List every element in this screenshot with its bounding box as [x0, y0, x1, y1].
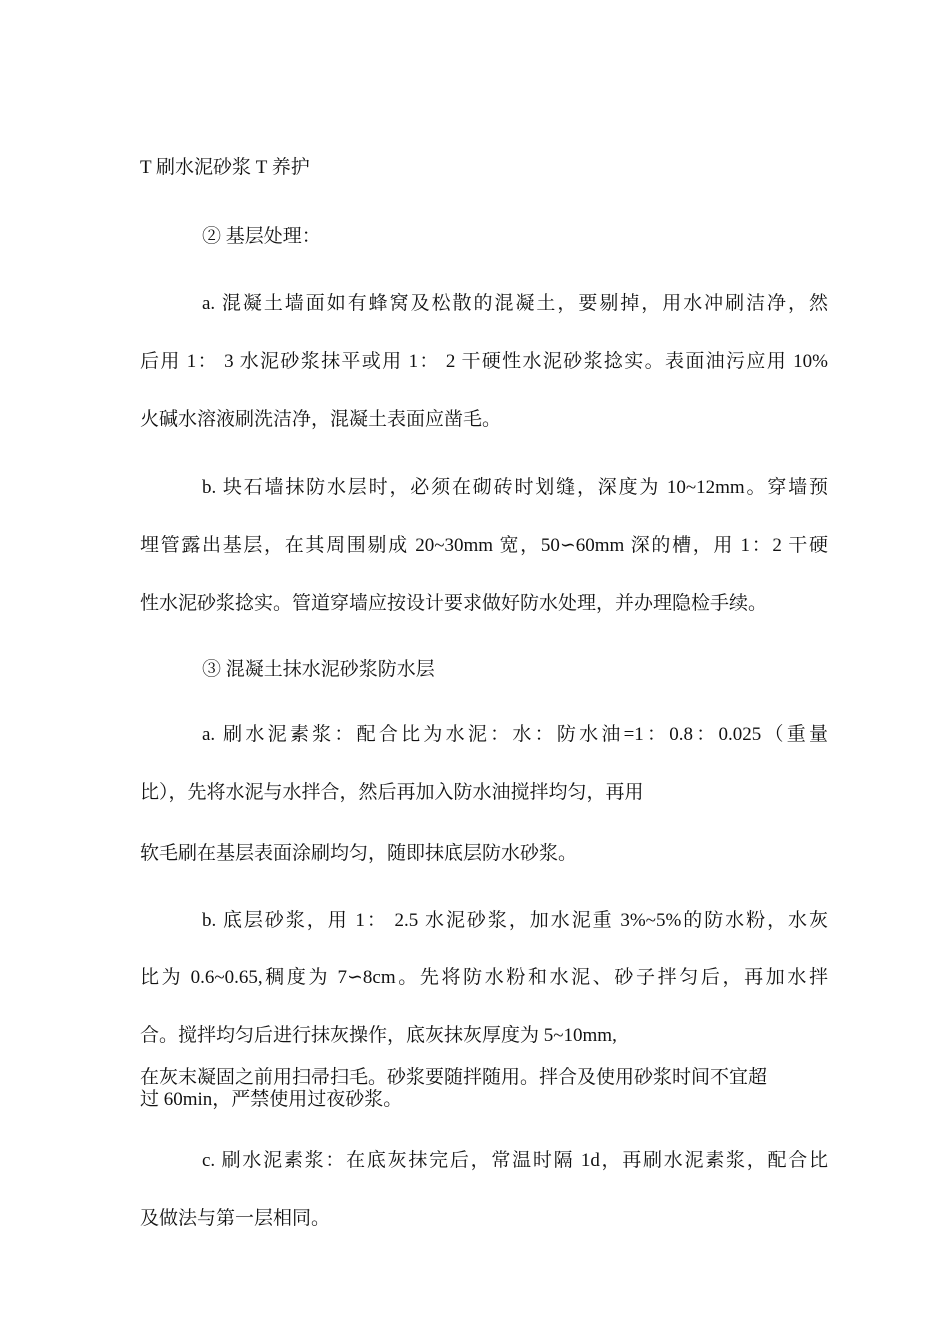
- process-flow-line: T 刷水泥砂浆 T 养护: [140, 157, 310, 178]
- paragraph-line: 性水泥砂浆捻实。管道穿墙应按设计要求做好防水处理，并办理隐检手续。: [140, 593, 768, 614]
- section-heading-cement-mortar-layer: ③ 混凝土抹水泥砂浆防水层: [202, 659, 435, 680]
- paragraph-line: 在灰末凝固之前用扫帚扫毛。砂浆要随拌随用。拌合及使用砂浆时间不宜超: [140, 1067, 768, 1088]
- paragraph-line: 比），先将水泥与水拌合，然后再加入防水油搅拌均匀，再用: [140, 782, 644, 803]
- section-heading-base-treatment: ② 基层处理：: [202, 226, 321, 247]
- paragraph-line: 软毛刷在基层表面涂刷均匀，随即抹底层防水砂浆。: [140, 843, 578, 864]
- paragraph-line: 埋管露出基层，在其周围剔成 20~30mm 宽，50∽60mm 深的槽，用 1：2 干硬: [140, 535, 828, 556]
- paragraph-line: 及做法与第一层相同。: [140, 1208, 331, 1229]
- paragraph-line: a. 混凝土墙面如有蜂窝及松散的混凝土，要剔掉，用水冲刷洁净，然: [202, 293, 828, 314]
- paragraph-line: b. 底层砂浆，用 1： 2.5 水泥砂浆，加水泥重 3%~5%的防水粉，水灰: [202, 910, 828, 931]
- paragraph-line: 火碱水溶液刷洗洁净，混凝土表面应凿毛。: [140, 409, 502, 430]
- paragraph-line: 比为 0.6~0.65,稠度为 7∽8cm。先将防水粉和水泥、砂子拌匀后，再加水拌: [140, 967, 828, 988]
- paragraph-line: b. 块石墙抹防水层时，必须在砌砖时划缝，深度为 10~12mm。穿墙预: [202, 477, 828, 498]
- paragraph-line: 后用 1： 3 水泥砂浆抹平或用 1： 2 干硬性水泥砂浆捻实。表面油污应用 10%: [140, 351, 828, 372]
- paragraph-line: c. 刷水泥素浆：在底灰抹完后，常温时隔 1d，再刷水泥素浆，配合比: [202, 1150, 828, 1171]
- paragraph-line: 合。搅拌均匀后进行抹灰操作，底灰抹灰厚度为 5~10mm,: [140, 1025, 617, 1046]
- paragraph-line: 过 60min，严禁使用过夜砂浆。: [140, 1089, 403, 1110]
- paragraph-line: a. 刷水泥素浆：配合比为水泥：水：防水油=1：0.8：0.025（重量: [202, 724, 828, 745]
